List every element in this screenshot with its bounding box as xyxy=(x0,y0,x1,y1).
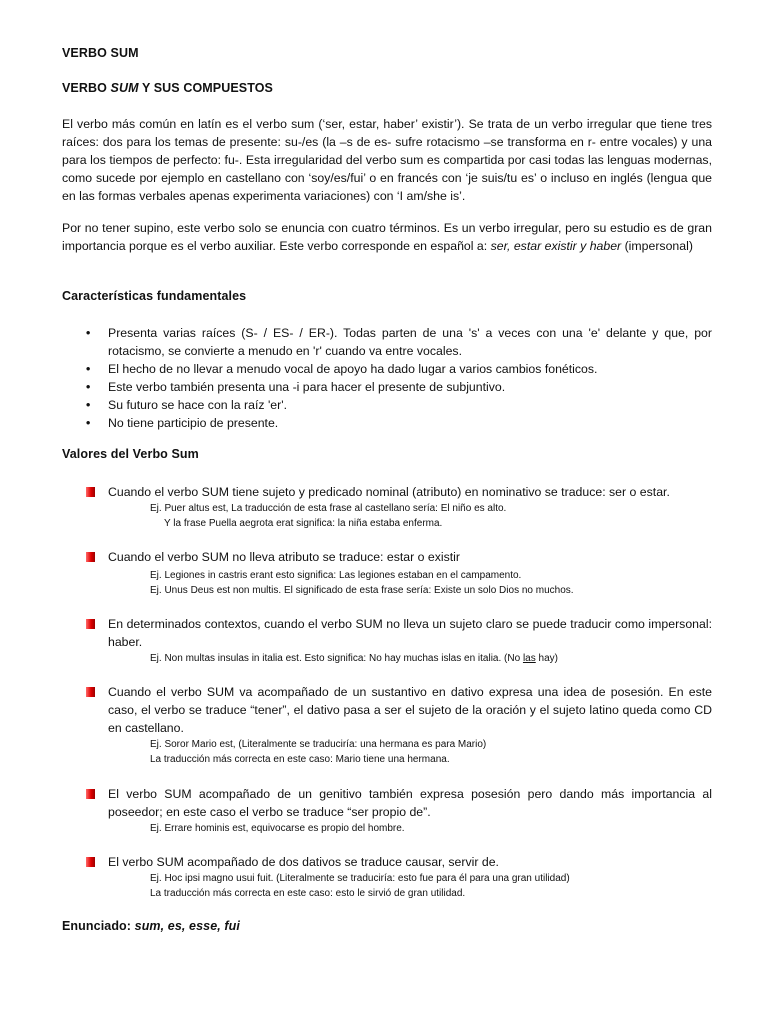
valor-item: El verbo SUM acompañado de dos dativos se traduce causar, servir de. xyxy=(86,853,712,871)
intro-paragraph: El verbo más común en latín es el verbo sum (‘ser, estar, haber’ existir’). Se trata de un verbo irregular que tiene tres raíces: dos para los temas de presente: su-/es (la –s de es- sufre rotacismo –se transforma en r- entre vocales) y una para los tiempos de perfecto: fu-. Esta irregularidad del verbo sum es compartida por casi todas las lenguas modernas, como sucede por ejemplo en castellano con ‘soy/es/fui’ o en francés con ‘je suis/tu es’ o incluso en inglés (lengua que en las formas verbales apenas experimenta variaciones) con ‘I am/she is’. xyxy=(62,117,712,203)
valor-item: Cuando el verbo SUM no lleva atributo se traduce: estar o existir xyxy=(86,548,712,566)
red-square-icon xyxy=(86,789,95,799)
list-item: • Este verbo también presenta una -i para hacer el presente de subjuntivo. xyxy=(86,380,506,394)
example-line: Y la frase Puella aegrota erat significa: la niña estaba enferma. xyxy=(164,518,443,529)
bullet-icon: • xyxy=(86,398,91,412)
list-item: • Presenta varias raíces (S- / ES- / ER-). Todas parten de una 's' a veces con una 'e' delante y que, por rotacismo, se convierte a menudo en 'r' cuando va entre vocales. xyxy=(86,326,712,358)
example-line: Ej. Legiones in castris erant esto significa: Las legiones estaban en el campamento. xyxy=(150,570,522,581)
red-square-icon xyxy=(86,552,95,562)
example-line: Ej. Puer altus est, La traducción de esta frase al castellano sería: El niño es alto. xyxy=(150,503,507,514)
section-heading-caracteristicas: Características fundamentales xyxy=(62,289,247,303)
list-item: • Su futuro se hace con la raíz 'er'. xyxy=(86,398,287,412)
red-square-icon xyxy=(86,487,95,497)
red-square-icon xyxy=(86,619,95,629)
example-line: La traducción más correcta en este caso: Mario tiene una hermana. xyxy=(150,754,450,765)
section-heading-compuestos: VERBO SUM Y SUS COMPUESTOS xyxy=(62,81,273,95)
red-square-icon xyxy=(86,687,95,697)
valor-item: Cuando el verbo SUM va acompañado de un sustantivo en dativo expresa una idea de posesión. En este caso, el verbo se traduce “tener”, el dativo pasa a ser el sujeto de la oración y el sujeto latino queda como CD en castellano. xyxy=(86,683,712,737)
enunciado-line: Enunciado: sum, es, esse, fui xyxy=(62,919,240,933)
example-line: Ej. Non multas insulas in italia est. Esto significa: No hay muchas islas en italia. (No las hay) xyxy=(150,653,558,664)
example-line: Ej. Hoc ipsi magno usui fuit. (Literalmente se traduciría: esto fue para él para una gran utilidad) xyxy=(150,873,570,884)
list-item: • El hecho de no llevar a menudo vocal de apoyo ha dado lugar a varios cambios fonéticos. xyxy=(86,362,598,376)
bullet-icon: • xyxy=(86,326,91,340)
bullet-icon: • xyxy=(86,380,91,394)
example-line: La traducción más correcta en este caso: esto le sirvió de gran utilidad. xyxy=(150,888,466,899)
document-title: VERBO SUM xyxy=(62,46,139,60)
valor-item: El verbo SUM acompañado de un genitivo también expresa posesión pero dando más importancia al poseedor; en este caso el verbo se traduce “ser propio de”. xyxy=(86,785,712,821)
valor-item: En determinados contextos, cuando el verbo SUM no lleva un sujeto claro se puede traducir como impersonal: haber. xyxy=(86,615,712,651)
example-line: Ej. Errare hominis est, equivocarse es propio del hombre. xyxy=(150,823,405,834)
paragraph-supino: Por no tener supino, este verbo solo se enuncia con cuatro términos. Es un verbo irregular, pero su estudio es de gran importancia porque es el verbo auxiliar. Este verbo corresponde en español a: ser, estar existir y haber (impersonal) xyxy=(62,221,712,253)
example-line: Ej. Unus Deus est non multis. El significado de esta frase sería: Existe un solo Dios no muchos. xyxy=(150,585,574,596)
bullet-icon: • xyxy=(86,362,91,376)
bullet-icon: • xyxy=(86,416,91,430)
section-heading-valores: Valores del Verbo Sum xyxy=(62,447,199,461)
red-square-icon xyxy=(86,857,95,867)
example-line: Ej. Soror Mario est, (Literalmente se traduciría: una hermana es para Mario) xyxy=(150,739,487,750)
valor-item: Cuando el verbo SUM tiene sujeto y predicado nominal (atributo) en nominativo se traduce: ser o estar. xyxy=(86,483,712,501)
list-item: • No tiene participio de presente. xyxy=(86,416,279,430)
